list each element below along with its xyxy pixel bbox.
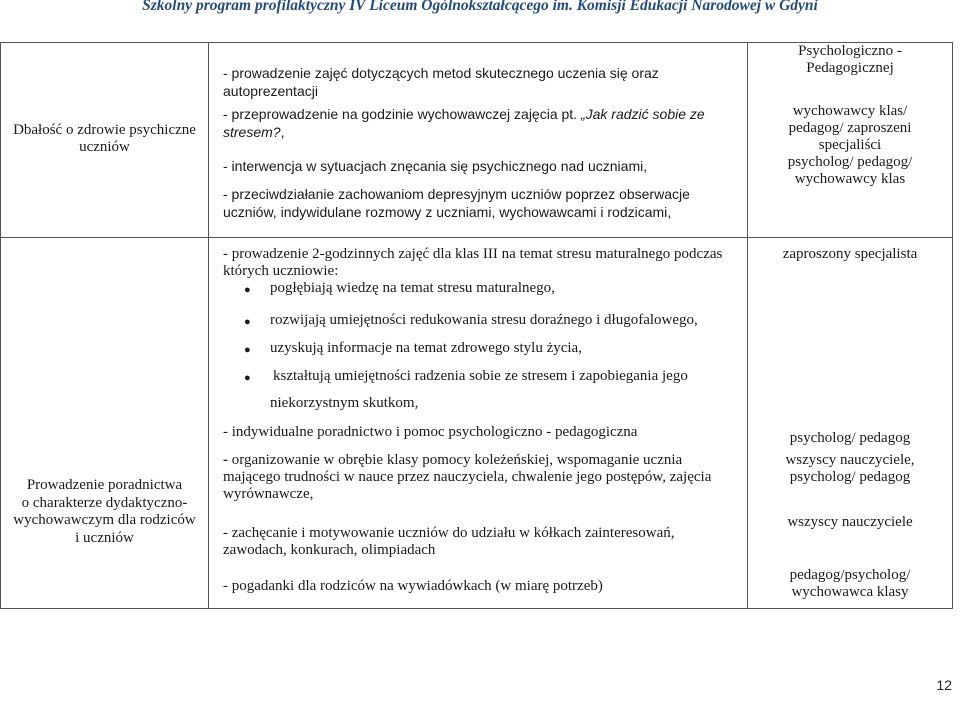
responsible-line: pedagog/psycholog/ xyxy=(789,567,911,583)
area-label: Prowadzenie poradnictwa xyxy=(26,477,183,493)
task-line xyxy=(223,105,705,123)
task-line xyxy=(223,452,682,469)
area-label: Dbałość o zdrowie psychiczne uczniów xyxy=(13,122,196,155)
responsible-line: psycholog/ pedagog xyxy=(789,430,911,446)
bullet-item: rozwijają umiejętności redukowania stresu doraźnego i długofalowego, xyxy=(270,312,698,328)
task-text: - przeprowadzenie na godzinie wychowawczej zajęcia pt. xyxy=(223,106,581,122)
task-line: mającego trudności w nauce przez nauczyciela, chwalenie jego postępów, zajęcia xyxy=(223,469,712,485)
task-line: - prowadzenie 2-godzinnych zajęć dla klas III na temat stresu maturalnego podczas xyxy=(223,246,723,262)
responsible-line: Pedagogicznej xyxy=(806,60,894,76)
responsible-line: wychowawca klasy xyxy=(791,584,909,600)
task-line: wyrównawcze, xyxy=(223,486,314,502)
bullet-icon: ● xyxy=(244,344,251,356)
responsible-line: psycholog/ pedagog/ xyxy=(787,154,913,170)
bullet-item: uzyskują informacje na temat zdrowego stylu życia, xyxy=(270,340,582,356)
task-line: zawodach, konkurach, olimpiadach xyxy=(223,542,436,558)
task-line: których uczniowie: xyxy=(223,263,339,279)
task-dash: - xyxy=(223,452,228,468)
bullet-icon: ● xyxy=(244,372,251,384)
task-line xyxy=(223,123,284,141)
responsible-line: pedagog/ zaproszeni xyxy=(788,120,912,136)
bullet-icon: ● xyxy=(244,316,251,328)
responsible-cell xyxy=(748,43,953,238)
task-line: - pogadanki dla rodziców na wywiadówkach (w miarę potrzeb) xyxy=(223,578,603,594)
responsible-line: Psychologiczno - xyxy=(798,43,902,59)
area-label: wychowawczym dla rodziców xyxy=(13,512,196,528)
task-line: - indywidualne poradnictwo i pomoc psychologiczno - pedagogiczna xyxy=(223,424,638,440)
responsible-line: zaproszony specjalista xyxy=(782,246,918,262)
task-line: autoprezentacji xyxy=(223,83,318,99)
table-row xyxy=(1,43,953,238)
task-line: - interwencja w sytuacjach znęcania się psychicznego nad uczniami, xyxy=(223,158,648,174)
responsible-line: wszyscy nauczyciele xyxy=(787,514,913,530)
task-line: - zachęcanie i motywowanie uczniów do udziału w kółkach zainteresowań, xyxy=(223,525,675,541)
responsible-line: wychowawcy klas xyxy=(794,171,906,187)
area-label: i uczniów xyxy=(75,530,134,546)
bullet-icon: ● xyxy=(244,284,251,296)
responsible-line: wszyscy nauczyciele, xyxy=(785,452,915,468)
responsible-line: psycholog/ pedagog xyxy=(789,469,911,485)
responsible-cell xyxy=(748,238,953,609)
task-quote: stresem? xyxy=(223,124,281,140)
tasks-cell xyxy=(209,43,748,238)
bullet-item: niekorzystnym skutkom, xyxy=(270,395,419,411)
table-row xyxy=(1,238,953,609)
tasks-cell xyxy=(209,238,748,609)
bullet-item: pogłębiają wiedzę na temat stresu maturalnego, xyxy=(270,280,555,296)
bullet-item: kształtują umiejętności radzenia sobie ze stresem i zapobiegania jego xyxy=(273,368,688,384)
task-line: uczniów, indywidulane rozmowy z uczniami, wychowawcami i rodzicami, xyxy=(223,204,672,220)
document-header: Szkolny program profilaktyczny IV Liceum Ogólnokształcącego im. Komisji Edukacji Narodowej w Gdyni xyxy=(142,0,818,14)
task-line: - przeciwdziałanie zachowaniom depresyjnym uczniów poprzez obserwacje xyxy=(223,186,690,202)
task-quote: „Jak radzić sobie ze xyxy=(580,106,705,122)
task-text: organizowanie w obrębie klasy pomocy koleżeńskiej, wspomaganie ucznia xyxy=(228,452,683,468)
area-label: o charakterze dydaktyczno- xyxy=(21,495,188,511)
task-text: , xyxy=(280,124,285,140)
program-table xyxy=(0,42,953,609)
task-line: - prowadzenie zajęć dotyczących metod skutecznego uczenia się oraz xyxy=(223,65,659,81)
area-cell xyxy=(1,238,209,609)
responsible-line: wychowawcy klas/ xyxy=(792,103,908,119)
area-cell xyxy=(1,43,209,238)
responsible-line: specjaliści xyxy=(818,137,882,153)
page-number: 12 xyxy=(936,677,952,693)
